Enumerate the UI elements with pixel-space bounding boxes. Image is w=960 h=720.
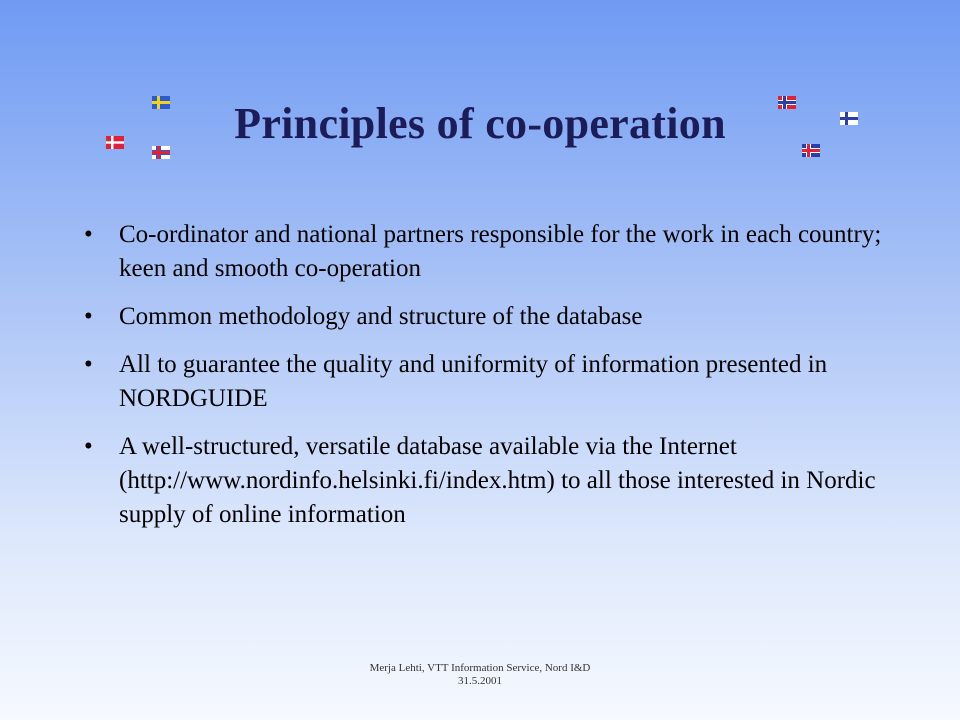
- list-item: [84, 218, 884, 286]
- bullet-text: Common methodology and structure of the database: [119, 303, 643, 330]
- slide-title: Principles of co-operation: [234, 99, 726, 148]
- bullet-icon: •: [84, 351, 93, 378]
- list-item: [84, 300, 884, 334]
- list-item: [84, 430, 884, 532]
- bullet-icon: •: [84, 221, 93, 248]
- bullet-text: All to guarantee the quality and uniformity of information presented in NORDGUIDE: [119, 351, 828, 412]
- footer-date: 31.5.2001: [458, 675, 502, 687]
- bullet-text: Co-ordinator and national partners responsible for the work in each country; keen and smooth co-operation: [119, 221, 882, 282]
- bullet-icon: •: [84, 303, 93, 330]
- bullet-text: A well-structured, versatile database available via the Internet (http://www.nordinfo.helsinki.fi/index.htm) to all those interested in Nordic supply of online information: [119, 433, 876, 528]
- bullet-icon: •: [84, 433, 93, 460]
- bullet-list: [84, 218, 884, 546]
- list-item: [84, 348, 884, 416]
- footer: [0, 662, 960, 688]
- footer-author: Merja Lehti, VTT Information Service, Nord I&D: [369, 662, 591, 674]
